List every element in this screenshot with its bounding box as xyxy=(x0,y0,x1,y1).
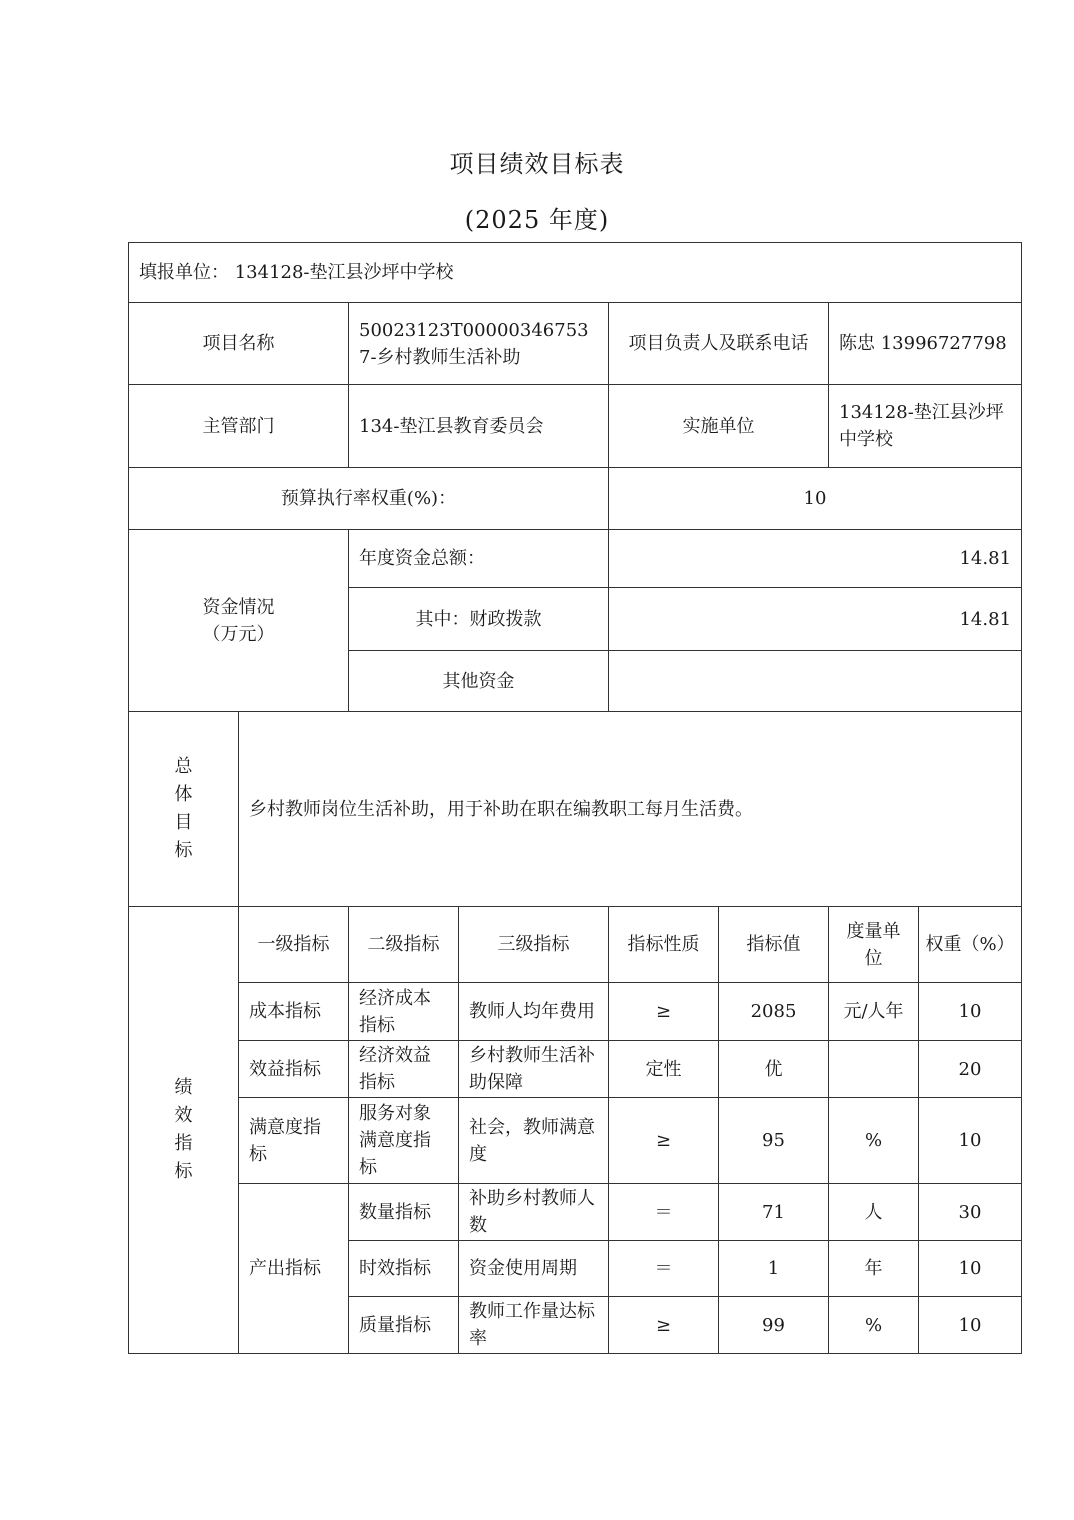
indicators-label-char: 效 xyxy=(174,1105,193,1126)
cell-level2: 质量指标 xyxy=(349,1297,459,1354)
cell-level2: 经济效益指标 xyxy=(349,1041,459,1098)
project-row xyxy=(129,303,1022,385)
cell-weight: 30 xyxy=(919,1184,1022,1241)
cell-nature: ＝ xyxy=(609,1184,719,1241)
header-weight: 权重（%） xyxy=(919,907,1022,983)
funds-label xyxy=(129,530,349,712)
funds-other-value xyxy=(609,651,1022,712)
cell-value: 71 xyxy=(719,1184,829,1241)
cell-unit: 人 xyxy=(829,1184,919,1241)
cell-level1: 效益指标 xyxy=(239,1041,349,1098)
cell-weight: 20 xyxy=(919,1041,1022,1098)
cell-value: 优 xyxy=(719,1041,829,1098)
goal-label-char: 总 xyxy=(174,756,193,777)
cell-level2: 时效指标 xyxy=(349,1241,459,1297)
cell-level2: 服务对象满意度指标 xyxy=(349,1098,459,1184)
goal-label-char: 目 xyxy=(174,812,193,833)
performance-table xyxy=(128,242,1022,1354)
cell-value: 1 xyxy=(719,1241,829,1297)
cell-nature: ≥ xyxy=(609,983,719,1041)
header-value: 指标值 xyxy=(719,907,829,983)
cell-level2: 经济成本指标 xyxy=(349,983,459,1041)
project-name-value: 50023123T000003467537-乡村教师生活补助 xyxy=(349,303,609,385)
funds-other-label: 其他资金 xyxy=(349,651,609,712)
cell-weight: 10 xyxy=(919,983,1022,1041)
reporting-unit: 填报单位： 134128-垫江县沙坪中学校 xyxy=(129,243,1022,303)
cell-level3: 社会，教师满意度 xyxy=(459,1098,609,1184)
cell-unit: 年 xyxy=(829,1241,919,1297)
goal-label-char: 标 xyxy=(174,840,193,861)
cell-level1: 满意度指标 xyxy=(239,1098,349,1184)
page-title: 项目绩效目标表 xyxy=(449,150,625,178)
cell-unit: % xyxy=(829,1297,919,1354)
impl-unit-value: 134128-垫江县沙坪中学校 xyxy=(829,385,1022,468)
cell-level3: 资金使用周期 xyxy=(459,1241,609,1297)
cell-level1: 产出指标 xyxy=(239,1184,349,1354)
cell-nature: ≥ xyxy=(609,1098,719,1184)
table-row xyxy=(129,983,1022,1041)
header-unit: 度量单位 xyxy=(829,907,919,983)
cell-nature: 定性 xyxy=(609,1041,719,1098)
indicator-header-row xyxy=(129,907,1022,983)
budget-rate-value: 10 xyxy=(609,468,1022,530)
dept-row xyxy=(129,385,1022,468)
unit-row xyxy=(129,243,1022,303)
header-level3: 三级指标 xyxy=(459,907,609,983)
goal-row xyxy=(129,712,1022,907)
cell-level1: 成本指标 xyxy=(239,983,349,1041)
goal-label-char: 体 xyxy=(174,784,193,805)
table-row xyxy=(129,1041,1022,1098)
cell-level3: 教师工作量达标率 xyxy=(459,1297,609,1354)
cell-level3: 乡村教师生活补助保障 xyxy=(459,1041,609,1098)
header-nature: 指标性质 xyxy=(609,907,719,983)
funds-fiscal-label: 其中：财政拨款 xyxy=(349,588,609,651)
goal-label xyxy=(129,712,239,907)
cell-nature: ＝ xyxy=(609,1241,719,1297)
cell-level3: 教师人均年费用 xyxy=(459,983,609,1041)
table-row xyxy=(129,1184,1022,1241)
goal-text: 乡村教师岗位生活补助，用于补助在职在编教职工每月生活费。 xyxy=(239,712,1022,907)
project-owner-label: 项目负责人及联系电话 xyxy=(609,303,829,385)
project-name-label: 项目名称 xyxy=(129,303,349,385)
table-row xyxy=(129,1098,1022,1184)
funds-fiscal-value: 14.81 xyxy=(609,588,1022,651)
indicators-label-char: 标 xyxy=(174,1161,193,1182)
impl-unit-label: 实施单位 xyxy=(609,385,829,468)
dept-label: 主管部门 xyxy=(129,385,349,468)
cell-level2: 数量指标 xyxy=(349,1184,459,1241)
indicators-label xyxy=(129,907,239,1354)
cell-nature: ≥ xyxy=(609,1297,719,1354)
funds-label-line1: 资金情况 xyxy=(202,596,275,618)
cell-unit xyxy=(829,1041,919,1098)
funds-total-value: 14.81 xyxy=(609,530,1022,588)
header-level1: 一级指标 xyxy=(239,907,349,983)
indicators-label-char: 绩 xyxy=(174,1077,193,1098)
cell-level3: 补助乡村教师人数 xyxy=(459,1184,609,1241)
project-owner-value: 陈忠 13996727798 xyxy=(829,303,1022,385)
budget-rate-label: 预算执行率权重(%)： xyxy=(129,468,609,530)
cell-value: 2085 xyxy=(719,983,829,1041)
indicators-label-char: 指 xyxy=(174,1133,193,1154)
funds-label-line2: （万元） xyxy=(202,623,275,645)
header-level2: 二级指标 xyxy=(349,907,459,983)
page-subtitle: (2025 年度) xyxy=(464,206,610,234)
cell-unit: 元/人年 xyxy=(829,983,919,1041)
cell-weight: 10 xyxy=(919,1297,1022,1354)
funds-total-row xyxy=(129,530,1022,588)
cell-weight: 10 xyxy=(919,1098,1022,1184)
cell-unit: % xyxy=(829,1098,919,1184)
dept-value: 134-垫江县教育委员会 xyxy=(349,385,609,468)
cell-weight: 10 xyxy=(919,1241,1022,1297)
cell-value: 95 xyxy=(719,1098,829,1184)
cell-value: 99 xyxy=(719,1297,829,1354)
funds-total-label: 年度资金总额： xyxy=(349,530,609,588)
budget-rate-row xyxy=(129,468,1022,530)
